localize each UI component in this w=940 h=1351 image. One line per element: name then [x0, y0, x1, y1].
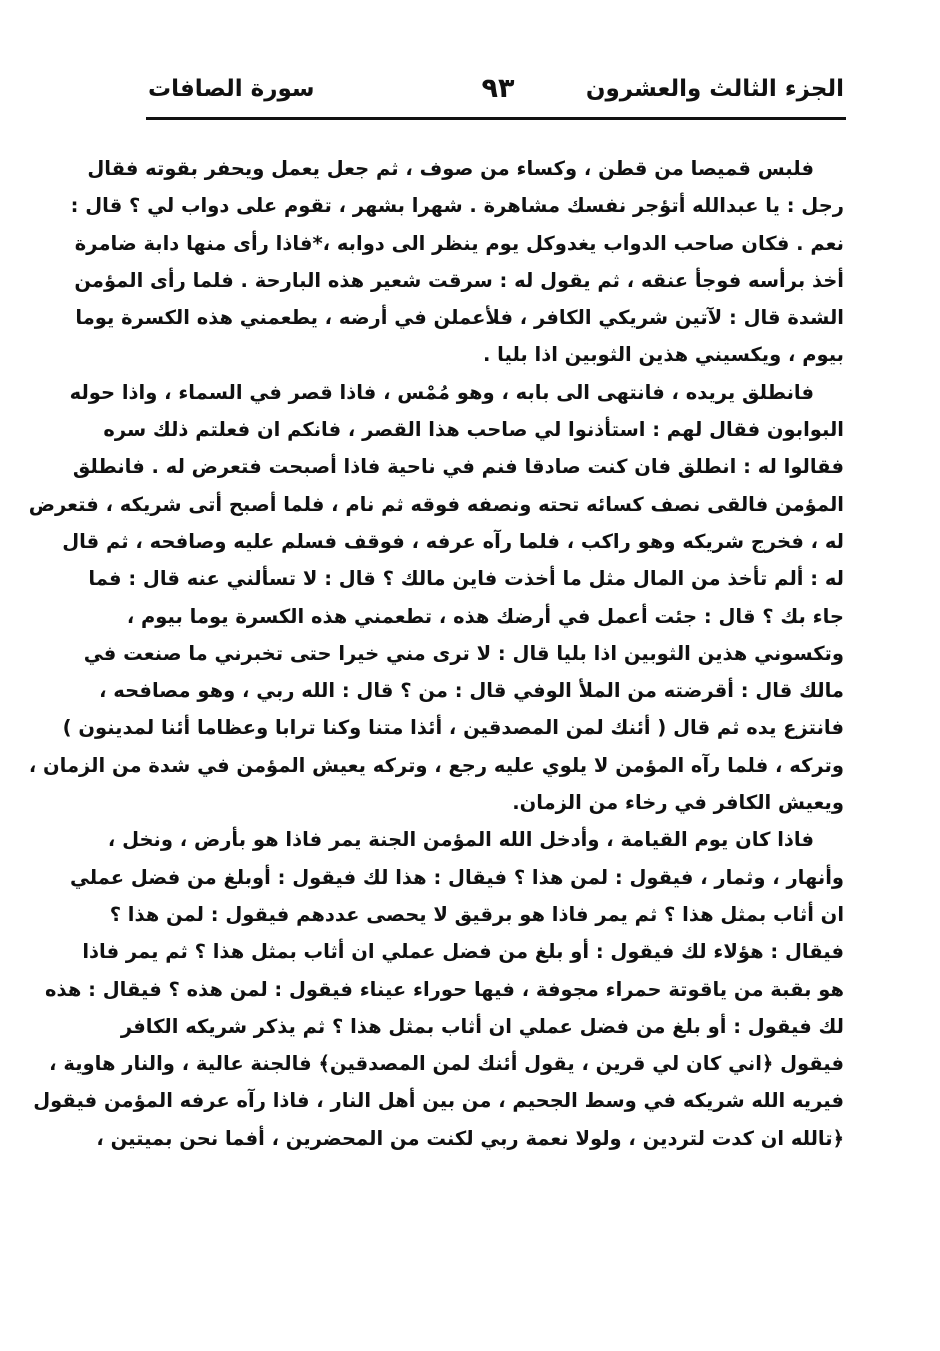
- paragraph: [70, 150, 844, 374]
- text-line: رجل : يا عبدالله أتؤجر نفسك مشاهرة . شهرا بشهر ، تقوم على دواب لي ؟ قال :: [70, 194, 844, 218]
- text-line: ويعيش الكافر في رخاء من الزمان.: [512, 791, 844, 815]
- text-line: مالك قال : أقرضته من الملأ الوفي قال : من ؟ قال : الله ربي ، وهو مصافحه ،: [99, 679, 844, 703]
- running-header: [148, 66, 844, 112]
- text-line: فاذا كان يوم القيامة ، وأدخل الله المؤمن الجنة يمر فاذا هو بأرض ، ونخل ،: [107, 828, 814, 852]
- paragraph: [33, 821, 844, 1157]
- text-line: ﴿تالله ان كدت لتردين ، ولولا نعمة ربي لكنت من المحضرين ، أفما نحن بميتين ،: [96, 1126, 844, 1150]
- text-line: المؤمن فالقى نصف كسائه تحته ونصفه فوقه ثم نام ، فلما أصبح أتى شريكه ، فتعرض: [28, 492, 844, 516]
- surah-title: سورة الصافات: [148, 76, 315, 102]
- text-line: فقالوا له : انطلق فان كنت صادقا فنم في ناحية فاذا أصبحت فتعرض له . فانطلق: [72, 455, 844, 479]
- text-line: فيريه الله شريكه في وسط الجحيم ، من بين أهل النار ، فاذا رآه عرفه المؤمن فيقول: [33, 1089, 844, 1113]
- page-number: ٩٣: [481, 73, 515, 104]
- paragraph: [28, 374, 844, 822]
- text-line: وتركه ، فلما رآه المؤمن لا يلوي عليه رجع ، وتركه يعيش المؤمن في شدة من الزمان ،: [28, 753, 844, 777]
- text-line: فيقال : هؤلاء لك فيقول : أو بلغ من فضل عملي ان أثاب بمثل هذا ؟ ثم يمر فاذا: [82, 940, 844, 964]
- part-title: الجزء الثالث والعشرون: [585, 76, 844, 102]
- text-line: فانطلق يريده ، فانتهى الى بابه ، وهو مُمْس ، فاذا قصر في السماء ، واذا حوله: [69, 380, 814, 404]
- text-line: ان أثاب بمثل هذا ؟ ثم يمر فاذا هو برقيق لا يحصى عددهم فيقول : لمن هذا ؟: [109, 902, 844, 926]
- text-line: نعم . فكان صاحب الدواب يغدوكل يوم ينظر الى دوابه ،*فاذا رأى منها دابة ضامرة: [74, 231, 844, 255]
- text-line: أخذ برأسه فوجأ عنقه ، ثم يقول له : سرقت شعير هذه البارحة . فلما رأى المؤمن: [74, 268, 844, 292]
- header-rule: [146, 117, 846, 120]
- text-line: الشدة قال : لآتين شريكي الكافر ، فلأعملن في أرضه ، يطعمني هذه الكسرة يوما: [75, 306, 844, 330]
- text-line: بيوم ، ويكسيني هذين الثوبين اذا بليا .: [482, 343, 844, 367]
- text-line: وأنهار ، وثمار ، فيقول : لمن هذا ؟ فيقال : هذا لك فيقول : أوبلغ من فضل عملي: [69, 865, 844, 889]
- text-line: فيقول ﴿اني كان لي قرين ، يقول أئنك لمن المصدقين﴾ فالجنة عالية ، والنار هاوية ،: [49, 1052, 844, 1076]
- text-line: فانتزع يده ثم قال ( أئنك لمن المصدقين ، أئذا متنا وكنا ترابا وعظاما أئنا لمدينون ): [62, 716, 844, 740]
- text-line: فلبس قميصا من قطن ، وكساء من صوف ، ثم جعل يعمل ويحفر بقوته فقال: [87, 157, 814, 180]
- text-line: هو بقبة من ياقوتة حمراء مجوفة ، فيها حوراء عيناء فيقول : لمن هذه ؟ فيقال : هذه: [45, 977, 844, 1001]
- text-line: لك فيقول : أو بلغ من فضل عملي ان أثاب بمثل هذا ؟ ثم يذكر شريكه الكافر: [120, 1014, 844, 1038]
- text-line: البوابون فقال لهم : استأذنوا لي صاحب هذا القصر ، فانكم ان فعلتم ذلك سره: [103, 418, 844, 442]
- text-line: جاء بك ؟ قال : جئت أعمل في أرضك هذه ، تطعمني هذه الكسرة يوما بيوم ،: [126, 604, 844, 628]
- text-line: وتكسوني هذين الثوبين اذا بليا قال : لا ترى مني خيرا حتى تخبرني ما صنعت في: [83, 641, 844, 665]
- text-line: له ، فخرج شريكه وهو راكب ، فلما رآه عرفه ، فوقف فسلم عليه وصافحه ، ثم قال: [62, 529, 844, 553]
- body-text: [28, 150, 844, 1157]
- text-line: له : ألم تأخذ من المال مثل ما أخذت فاين مالك ؟ قال : لا تسألني عنه قال : فما: [88, 567, 844, 591]
